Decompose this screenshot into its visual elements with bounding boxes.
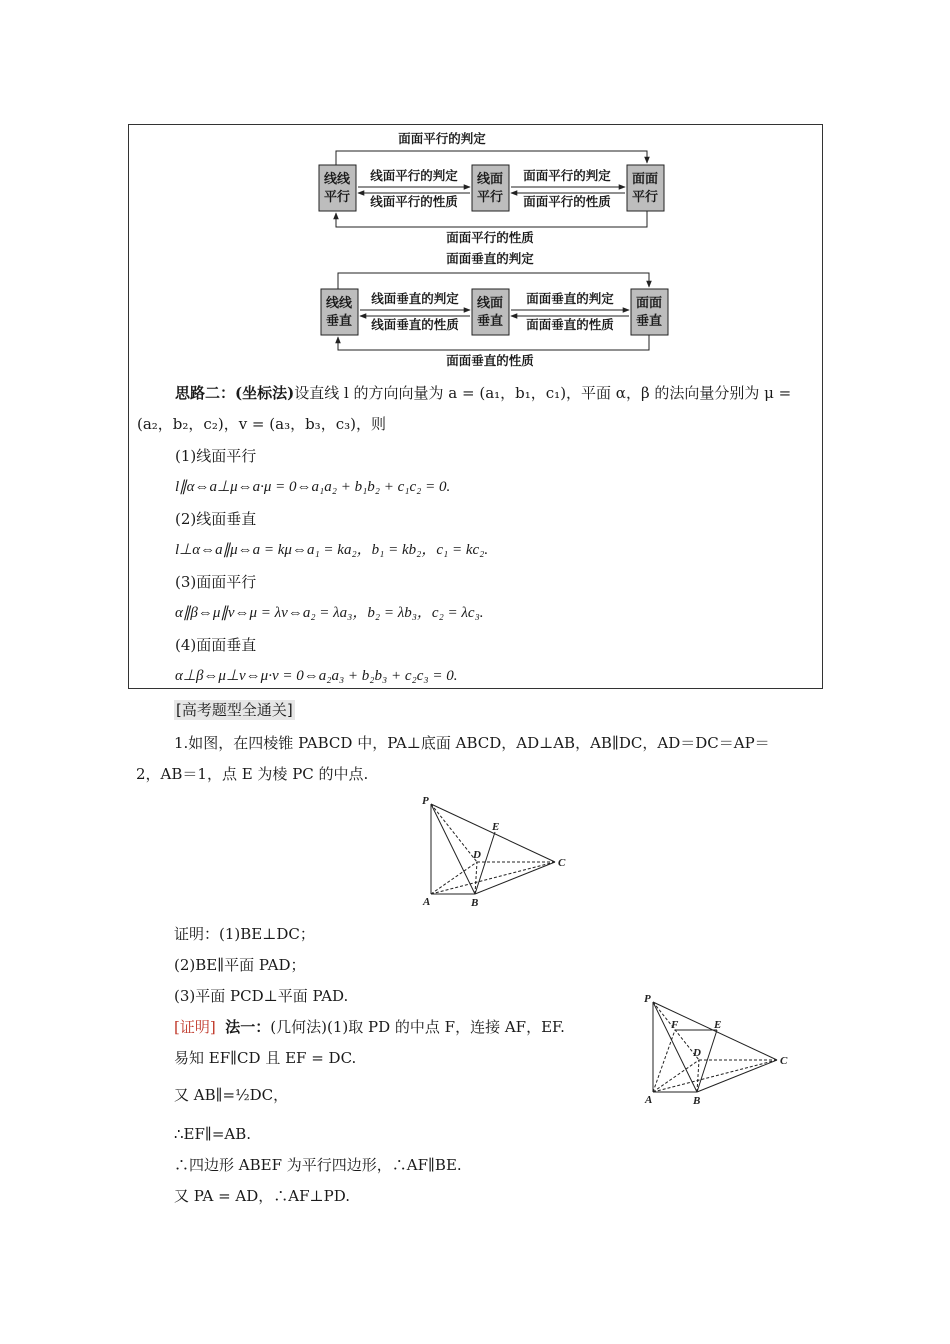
proof-line1: (几何法)(1)取 PD 的中点 F，连接 AF，EF.: [270, 1018, 565, 1036]
svg-text:面面垂直的判定: 面面垂直的判定: [526, 291, 614, 306]
proof-line2: 易知 EF∥CD 且 EF = DC.: [174, 1049, 357, 1067]
perpendicular-diagram: [321, 251, 668, 368]
fig2-label-a: A: [645, 1094, 653, 1106]
svg-text:垂直: 垂直: [476, 314, 504, 329]
proof-line4: ∴EF∥=AB.: [174, 1125, 252, 1143]
svg-text:线线: 线线: [323, 172, 351, 187]
parallel-diagram: [319, 131, 664, 245]
svg-text:垂直: 垂直: [635, 314, 663, 329]
proof-line1-row: [174, 1017, 565, 1037]
problem-line2: 2，AB＝1，点 E 为棱 PC 的中点.: [136, 765, 369, 783]
svg-text:垂直: 垂直: [325, 314, 353, 329]
d2-top-label: 面面垂直的判定: [446, 251, 534, 266]
d1-top-label: 面面平行的判定: [398, 131, 486, 146]
svg-text:面面平行的判定: 面面平行的判定: [523, 168, 611, 183]
svg-text:线面平行的性质: 线面平行的性质: [370, 194, 458, 209]
problem-line1: 1.如图，在四棱锥 PABCD 中，PA⊥底面 ABCD，AD⊥AB，AB∥DC，AD＝DC＝AP＝: [174, 734, 770, 752]
svg-text:面面: 面面: [631, 172, 659, 187]
pyramid-figure: [415, 792, 575, 910]
fig1-label-a: A: [423, 896, 431, 908]
method2-heading: 思路二：(坐标法): [175, 384, 295, 402]
method2-line2: (a₂，b₂，c₂)，v = (a₃，b₃，c₃)，则: [137, 415, 386, 433]
case4-formula: α⊥β⇔μ⊥v⇔μ·v = 0⇔a₂a₃ + b₂b₃ + c₂c₃ = 0.: [175, 668, 458, 684]
case3-formula: α∥β⇔μ∥v⇔μ = λv⇔a₂ = λa₃，b₂ = λb₃，c₂ = λc₃.: [175, 605, 484, 621]
case2-formula: l⊥α⇔a∥μ⇔a = kμ⇔a₁ = ka₂，b₁ = kb₂，c₁ = kc₂.: [175, 542, 489, 558]
relationship-diagrams: [129, 125, 822, 375]
proof-line6: 又 PA = AD，∴AF⊥PD.: [174, 1187, 350, 1205]
svg-text:线面: 线面: [476, 172, 504, 187]
svg-text:面面垂直的性质: 面面垂直的性质: [526, 317, 614, 332]
svg-text:平行: 平行: [631, 190, 659, 205]
section-tag: [高考题型全通关]: [176, 701, 293, 719]
method2-line1: 设直线 l 的方向向量为 a = (a₁，b₁，c₁)，平面 α，β 的法向量分别为 μ =: [294, 384, 792, 402]
method2-intro: [175, 383, 791, 403]
svg-text:平行: 平行: [476, 190, 504, 205]
fig1-label-b: B: [471, 897, 479, 909]
fig1-label-c: C: [558, 857, 566, 869]
fig2-label-f: F: [671, 1019, 679, 1031]
pyramid-figure-with-f: [637, 990, 797, 1108]
svg-text:平行: 平行: [323, 190, 351, 205]
svg-text:面面: 面面: [635, 296, 663, 311]
case1-title: (1)线面平行: [175, 447, 257, 465]
svg-text:线面垂直的判定: 线面垂直的判定: [371, 291, 459, 306]
question-3: (3)平面 PCD⊥平面 PAD.: [174, 987, 349, 1005]
fig2-label-c: C: [780, 1055, 788, 1067]
proof-line5: ∴四边形 ABEF 为平行四边形，∴AF∥BE.: [174, 1156, 462, 1174]
case2-title: (2)线面垂直: [175, 510, 257, 528]
svg-text:线面: 线面: [476, 296, 504, 311]
fig1-label-d: D: [473, 849, 481, 861]
case4-title: (4)面面垂直: [175, 636, 257, 654]
fig2-label-p: P: [644, 993, 651, 1005]
summary-frame: [128, 124, 823, 689]
fig1-label-e: E: [492, 821, 500, 833]
case3-title: (3)面面平行: [175, 573, 257, 591]
svg-text:面面平行的性质: 面面平行的性质: [523, 194, 611, 209]
proof-line3: 又 AB∥=½DC，: [174, 1086, 289, 1104]
case1-formula: l∥α⇔a⊥μ⇔a·μ = 0⇔a₁a₂ + b₁b₂ + c₁c₂ = 0.: [175, 479, 451, 495]
svg-text:线面平行的判定: 线面平行的判定: [370, 168, 458, 183]
d1-bottom-label: 面面平行的性质: [446, 230, 534, 245]
svg-text:线面垂直的性质: 线面垂直的性质: [371, 317, 459, 332]
proof-method: 法一：: [225, 1018, 271, 1036]
question-2: (2)BE∥平面 PAD；: [174, 956, 306, 974]
fig2-label-d: D: [693, 1047, 701, 1059]
proof-tag: [证明]: [174, 1018, 216, 1036]
d2-bottom-label: 面面垂直的性质: [446, 353, 534, 368]
fig2-label-b: B: [693, 1095, 701, 1107]
fig1-label-p: P: [422, 795, 429, 807]
svg-text:线线: 线线: [325, 296, 353, 311]
fig2-label-e: E: [714, 1019, 722, 1031]
question-1: 证明：(1)BE⊥DC；: [174, 925, 315, 943]
